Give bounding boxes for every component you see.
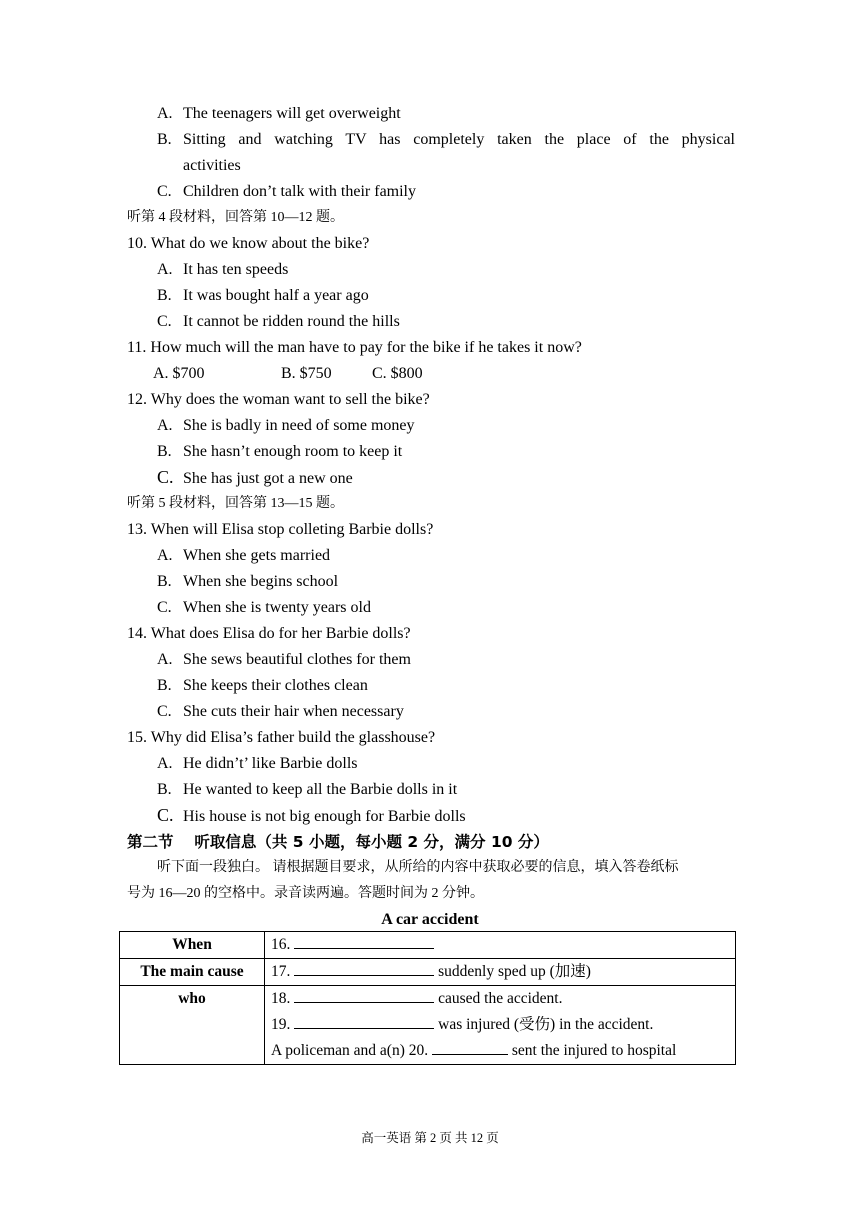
option-text: Children don’t talk with their family — [183, 183, 416, 200]
row-text: sent the injured to hospital — [507, 1042, 677, 1059]
question-14: 14. What does Elisa do for her Barbie dolls? — [127, 625, 411, 642]
option-letter: C. — [157, 703, 172, 720]
option-text: She hasn’t enough room to keep it — [183, 443, 403, 460]
option-letter: B. — [157, 677, 172, 694]
answer-blank-19[interactable] — [294, 1012, 434, 1029]
option-letter: A. — [157, 417, 173, 434]
option-letter: B. — [157, 287, 172, 304]
option-10c — [157, 312, 400, 332]
option-9c — [157, 182, 416, 202]
option-text: It cannot be ridden round the hills — [183, 313, 400, 330]
table-title: A car accident — [381, 911, 479, 928]
option-letter: A. — [157, 105, 173, 122]
option-11a: A. $700 — [153, 365, 205, 382]
blank-number: 19. — [271, 1016, 291, 1033]
answer-blank-20[interactable] — [432, 1038, 508, 1055]
row-text: A policeman and a(n) — [271, 1042, 409, 1059]
option-text: It was bought half a year ago — [183, 287, 369, 304]
row-text: caused the accident. — [434, 990, 563, 1007]
option-9b-continued: activities — [183, 157, 241, 174]
option-letter: A. — [157, 547, 173, 564]
option-text: The teenagers will get overweight — [183, 105, 401, 122]
option-12c — [157, 467, 353, 489]
option-13b — [157, 572, 338, 592]
info-table — [119, 931, 736, 1065]
option-13c — [157, 598, 371, 618]
page-footer: 高一英语 第 2 页 共 12 页 — [361, 1131, 499, 1145]
answer-blank-18[interactable] — [294, 986, 434, 1003]
option-14c — [157, 702, 404, 722]
instructions-line1: 听下面一段独白。 请根据题目要求，从所给的内容中获取必要的信息，填入答卷纸标 — [157, 860, 679, 875]
option-text: Sitting and watching TV has completely taken the place of the physical — [183, 131, 735, 148]
blank-number: 18. — [271, 990, 291, 1007]
option-letter: B. — [157, 443, 172, 460]
option-text: He wanted to keep all the Barbie dolls in it — [183, 781, 458, 798]
option-13a — [157, 546, 330, 566]
answer-blank-17[interactable] — [294, 959, 434, 976]
section4-intro: 听第 4 段材料，回答第 10—12 题。 — [127, 210, 344, 225]
table-row — [120, 959, 736, 986]
option-14b — [157, 676, 368, 696]
row-header: When — [120, 932, 265, 959]
option-text: His house is not big enough for Barbie dolls — [183, 808, 466, 825]
option-14a — [157, 650, 411, 670]
blank-number: 20. — [408, 1042, 429, 1059]
row-text: was injured (受伤) in the accident. — [434, 1016, 654, 1033]
option-letter: A. — [157, 261, 173, 278]
row-content — [265, 986, 736, 1065]
instructions-line2: 号为 16—20 的空格中。录音读两遍。答题时间为 2 分钟。 — [127, 886, 484, 901]
blank-number: 17. — [271, 963, 291, 980]
option-text: She sews beautiful clothes for them — [183, 651, 411, 668]
row-header: The main cause — [120, 959, 265, 986]
section-title: 第二节 听取信息（共 5 小题，每小题 2 分，满分 10 分） — [127, 833, 549, 851]
option-letter: B. — [157, 781, 172, 798]
option-letter: B. — [157, 573, 172, 590]
option-letter: A. — [157, 755, 173, 772]
question-13: 13. When will Elisa stop colleting Barbie dolls? — [127, 521, 434, 538]
row-text: suddenly sped up (加速) — [434, 963, 591, 980]
question-15: 15. Why did Elisa’s father build the glasshouse? — [127, 729, 436, 746]
option-text: When she begins school — [183, 573, 339, 590]
option-letter: B. — [157, 131, 172, 148]
option-9b — [157, 130, 735, 150]
row-line — [271, 1012, 735, 1038]
option-text: He didn’t’ like Barbie dolls — [183, 755, 358, 772]
option-text: When she is twenty years old — [183, 599, 371, 616]
row-line — [271, 1038, 735, 1064]
option-12a — [157, 416, 415, 436]
row-header: who — [120, 986, 265, 1065]
option-15a — [157, 754, 357, 774]
option-12b — [157, 442, 402, 462]
option-text: She has just got a new one — [183, 470, 353, 487]
option-text: It has ten speeds — [183, 261, 289, 278]
option-9a — [157, 104, 401, 124]
option-letter: C. — [157, 805, 174, 825]
question-10: 10. What do we know about the bike? — [127, 235, 370, 252]
option-text: She keeps their clothes clean — [183, 677, 368, 694]
row-content — [265, 959, 736, 986]
section5-intro: 听第 5 段材料，回答第 13—15 题。 — [127, 496, 344, 511]
option-11c: C. $800 — [372, 365, 423, 382]
table-row — [120, 986, 736, 1065]
answer-blank-16[interactable] — [294, 932, 434, 949]
option-text: When she gets married — [183, 547, 331, 564]
table-row — [120, 932, 736, 959]
option-15b — [157, 780, 457, 800]
row-line — [271, 986, 735, 1012]
option-letter: C. — [157, 467, 174, 487]
option-text: She is badly in need of some money — [183, 417, 415, 434]
option-11b: B. $750 — [281, 365, 332, 382]
option-letter: A. — [157, 651, 173, 668]
option-10b — [157, 286, 369, 306]
option-text: She cuts their hair when necessary — [183, 703, 404, 720]
question-11: 11. How much will the man have to pay for the bike if he takes it now? — [127, 339, 582, 356]
option-10a — [157, 260, 288, 280]
blank-number: 16. — [271, 936, 291, 953]
row-content — [265, 932, 736, 959]
option-letter: C. — [157, 313, 172, 330]
option-letter: C. — [157, 599, 172, 616]
option-letter: C. — [157, 183, 172, 200]
option-15c — [157, 805, 466, 827]
question-12: 12. Why does the woman want to sell the bike? — [127, 391, 430, 408]
